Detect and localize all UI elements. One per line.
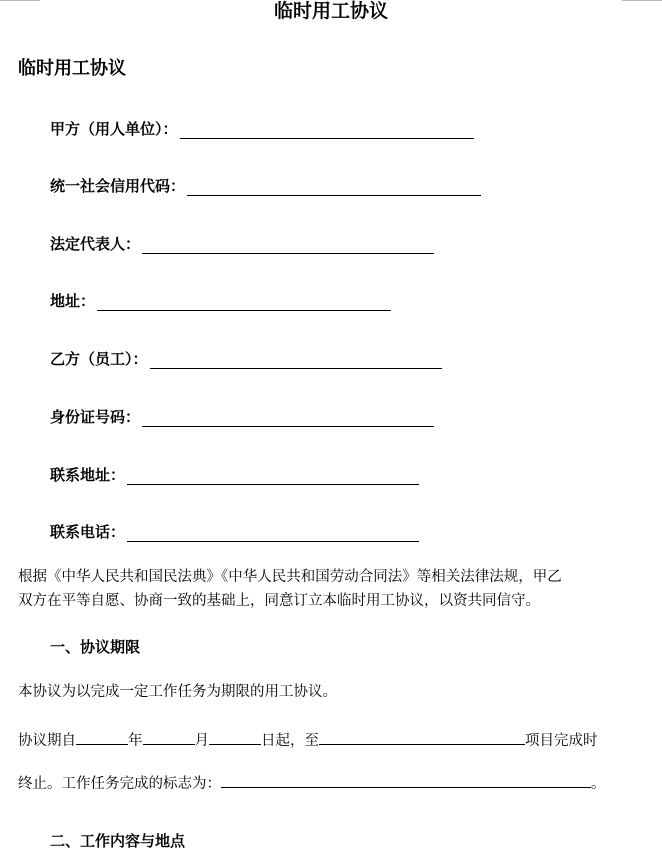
field-label: 联系电话： bbox=[50, 523, 126, 541]
end-date-blank[interactable] bbox=[319, 730, 525, 745]
day-blank[interactable] bbox=[209, 730, 261, 745]
month-blank[interactable] bbox=[143, 730, 195, 745]
field-party-a bbox=[50, 118, 474, 139]
field-label: 统一社会信用代码： bbox=[50, 177, 186, 195]
term-period-line: 协议期自 年 月 日起，至 项目完成时 bbox=[18, 729, 598, 754]
field-label: 身份证号码： bbox=[50, 408, 141, 426]
field-address bbox=[50, 290, 391, 311]
field-legal-rep bbox=[50, 233, 434, 254]
section-heading-content: 二、工作内容与地点 bbox=[50, 832, 186, 850]
field-contact-address bbox=[50, 464, 419, 485]
field-label: 地址： bbox=[50, 292, 96, 310]
intro-line-2: 双方在平等自愿、协商一致的基础上，同意订立本临时用工协议，以资共同信守。 bbox=[18, 593, 540, 609]
intro-line-1: 根据《中华人民共和国民法典》《中华人民共和国劳动合同法》等相关法律法规，甲乙 bbox=[18, 569, 562, 585]
document-title: 临时用工协议 bbox=[18, 58, 126, 79]
field-label: 联系地址： bbox=[50, 466, 126, 484]
field-phone bbox=[50, 521, 419, 542]
term-paragraph: 本协议为以完成一定工作任务为期限的用工协议。 bbox=[18, 684, 337, 700]
fill-blank[interactable] bbox=[187, 181, 481, 196]
field-party-b bbox=[50, 348, 442, 369]
fill-blank[interactable] bbox=[180, 124, 474, 139]
year-blank[interactable] bbox=[76, 730, 128, 745]
completion-blank[interactable] bbox=[221, 773, 591, 788]
page-header-title: 临时用工协议 bbox=[273, 0, 388, 22]
fill-blank[interactable] bbox=[97, 296, 391, 311]
completion-line: 终止。工作任务完成的标志为： 。 bbox=[18, 772, 606, 797]
field-credit-code bbox=[50, 175, 481, 196]
fill-blank[interactable] bbox=[142, 412, 434, 427]
fill-blank[interactable] bbox=[127, 470, 419, 485]
fill-blank[interactable] bbox=[127, 527, 419, 542]
section-heading-term: 一、协议期限 bbox=[50, 638, 141, 656]
field-label: 法定代表人： bbox=[50, 235, 141, 253]
fill-blank[interactable] bbox=[142, 239, 434, 254]
field-id-number bbox=[50, 406, 434, 427]
field-label: 甲方（用人单位）： bbox=[50, 120, 178, 138]
fill-blank[interactable] bbox=[150, 354, 442, 369]
field-label: 乙方（员工）： bbox=[50, 350, 148, 368]
